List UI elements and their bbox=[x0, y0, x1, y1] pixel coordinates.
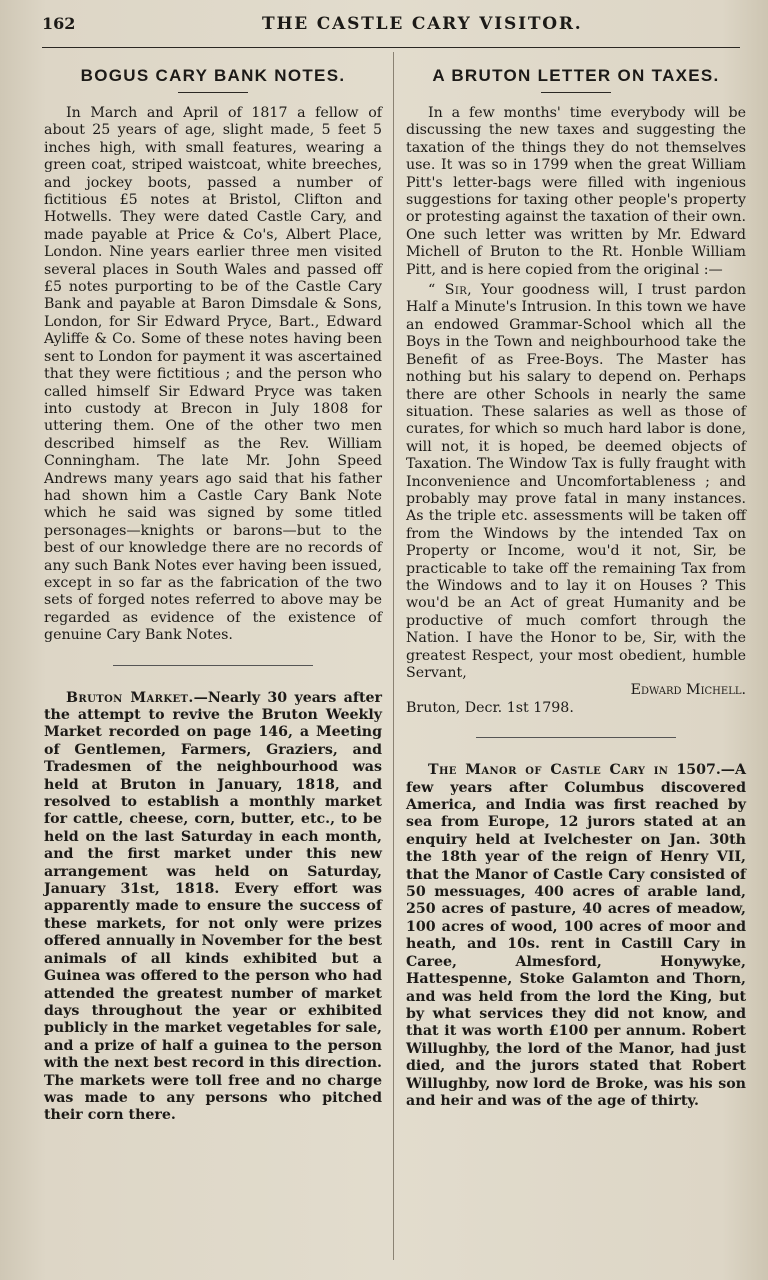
letter-body: Your goodness will, I trust pardon Half a Minute's Intrusion. In this town we have an endowed Grammar-School which all the Boys in the Town and neighbourhood take the Benefit of as Free-Boys. The Master has nothing but his salary to depend on. Perhaps there are other Schools in nearly the same situation. These salaries as well as those of curates, for which so much hard labor is done, will not, it is hoped, be deemed objects of Taxation. The Window Tax is fully fraught with Inconvenience and Uncomfortableness ; and probably may prove fatal in many instances. As the triple etc. assessments will be taken off from the Windows by the intended Tax on Property or Income, wou'd it not, Sir, be practicable to take off the remaining Tax from the Windows and to lay it on Houses ? This wou'd be an Act of great Humanity and be productive of much comfort through the Nation. I have the Honor to be, Sir, with the greatest Respect, your most obedient, humble Servant, bbox=[406, 282, 746, 681]
article-title-bruton-letter: A BRUTON LETTER ON TAXES. bbox=[432, 66, 720, 85]
title-rule bbox=[541, 92, 611, 93]
letter-place-date: Bruton, Decr. 1st 1798. bbox=[406, 699, 574, 716]
journal-title: THE CASTLE CARY VISITOR. bbox=[262, 14, 583, 34]
left-column bbox=[44, 62, 382, 1125]
page-number: 162 bbox=[42, 14, 76, 33]
right-column bbox=[406, 62, 746, 1110]
section-divider bbox=[476, 737, 676, 738]
section-divider bbox=[113, 665, 313, 666]
article-manor bbox=[406, 762, 746, 1110]
article-intro-bruton-letter: In a few months' time everybody will be discussing the new taxes and suggesting the taxation of the things they do not themselves use. It was so in 1799 when the great William Pitt's letter-bags were filled with ingenious suggestions for taxing other people's property or protesting against the taxation of their own. One such letter was written by Mr. Edward Michell of Bruton to the Rt. Honble William Pitt, and is here copied from the original :— bbox=[406, 105, 746, 278]
article-body-bogus-notes: In March and April of 1817 a fellow of about 25 years of age, slight made, 5 feet 5 inches high, with small features, wearing a green coat, striped waistcoat, white breeches, and jockey boots, passed a number of fictitious £5 notes at Bristol, Clifton and Hotwells. They were dated Castle Cary, and made payable at Price & Co's, Albert Place, London. Nine years earlier three men visited several places in South Wales and passed off £5 notes purporting to be of the Castle Cary Bank and payable at Baron Dimsdale & Sons, London, for Sir Edward Pryce, Bart., Edward Ayliffe & Co. Some of these notes having been sent to London for payment it was ascertained that they were fictitious ; and the person who called himself Sir Edward Pryce was taken into custody at Brecon in July 1808 for uttering them. One of the other two men described himself as the Rev. William Conningham. The late Mr. John Speed Andrews many years ago said that his father had shown him a Castle Cary Bank Note which he said was signed by some titled personages—knights or barons—but to the best of our knowledge there are no records of any such Bank Notes ever having been issued, except in so far as the fabrication of the two sets of forged notes referred to above may be regarded as evidence of the existence of genuine Cary Bank Notes. bbox=[44, 105, 382, 644]
article-body-manor: 1507.—A few years after Columbus discovered America, and India was first reached by sea from Europe, 12 jurors stated at an enquiry held at Ivelchester on Jan. 30th the 18th year of the reign of Henry VII, that the Manor of Castle Cary consisted of 50 messuages, 400 acres of arable land, 250 acres of pasture, 40 acres of meadow, 100 acres of wood, 100 acres of moor and heath, and 10s. rent in Castill Cary in Caree, Almesford, Honywyke, Hattespenne, Stoke Galamton and Thorn, and was held from the lord the King, but by what services they did not know, and that it was worth £100 per annum. Robert Willughby, the lord of the Manor, had just died, and the jurors stated that Robert Willughby, now lord de Broke, was his son and heir and was of the age of thirty. bbox=[406, 762, 746, 1109]
article-heading-manor: The Manor of Castle Cary in bbox=[428, 762, 669, 779]
title-rule bbox=[178, 92, 248, 93]
article-bruton-market bbox=[44, 690, 382, 1125]
letter-salutation: “ Sir, bbox=[428, 282, 473, 299]
header-rule bbox=[42, 47, 740, 48]
running-head bbox=[42, 14, 740, 44]
article-body-bruton-market: —Nearly 30 years after the attempt to revive the Bruton Weekly Market recorded on page 146, a Meeting of Gentlemen, Farmers, Graziers, and Tradesmen of the neighbourhood was held at Bruton in January, 1818, and resolved to establish a monthly market for cattle, cheese, corn, butter, etc., to be held on the last Saturday in each month, and the first market under this new arrangement was held on Saturday, January 31st, 1818. Every effort was apparently made to ensure the success of these markets, for not only were prizes offered annually in November for the best animals of all kinds exhibited but a Guinea was offered to the person who had attended the greatest number of market days throughout the year or exhibited publicly in the market vegetables for sale, and a prize of half a guinea to the person with the next best record in this direction. The markets were toll free and no charge was made to any persons who pitched their corn there. bbox=[44, 689, 382, 1124]
article-title-bogus-notes: BOGUS CARY BANK NOTES. bbox=[80, 66, 346, 85]
letter-signature: Edward Michell. bbox=[630, 682, 746, 699]
letter-text bbox=[406, 282, 746, 682]
article-heading-bruton-market: Bruton Market. bbox=[66, 689, 194, 706]
column-divider bbox=[393, 52, 394, 1260]
